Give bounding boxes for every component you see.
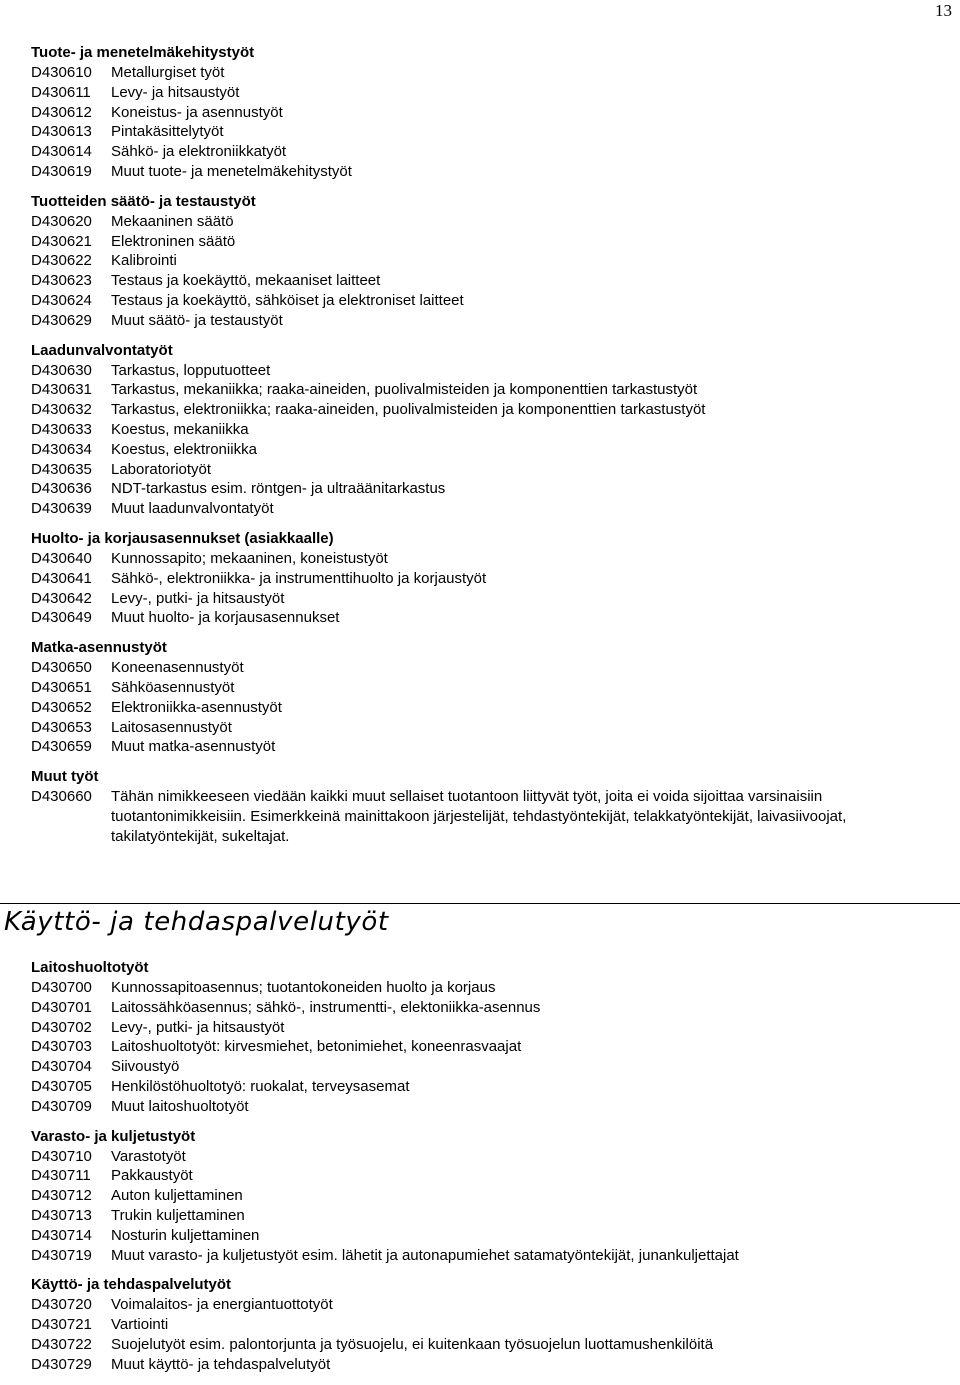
code-row	[31, 549, 931, 569]
code-row	[31, 678, 931, 698]
code-row	[31, 1186, 931, 1206]
code-description: Koestus, elektroniikka	[111, 440, 257, 458]
code-row	[31, 718, 931, 738]
code-row	[31, 1295, 931, 1315]
code-row	[31, 1097, 931, 1117]
code-row	[31, 569, 931, 589]
code-description: Muut laadunvalvontatyöt	[111, 500, 274, 518]
code-number: D430722	[31, 1335, 92, 1353]
code-number: D430624	[31, 291, 92, 309]
page-number: 13	[935, 1, 952, 20]
code-description: Tähän nimikkeeseen viedään kaikki muut sellaiset tuotantoon liittyvät työt, joita ei voida sijoittaa varsinaisiin tuotantonimikkeisiin. Esimerkkeinä mainittakoon järjestelijät, tehdastyöntekijät, telakkatyöntekijät, laivasiivoojat, takilatyöntekijät, sukeltajat.	[111, 788, 847, 845]
section-title: Varasto- ja kuljetustyöt	[31, 1127, 196, 1145]
code-description: Muut tuote- ja menetelmäkehitystyöt	[111, 162, 352, 180]
code-row	[31, 1166, 931, 1186]
code-number: D430620	[31, 212, 92, 230]
code-row	[31, 1206, 931, 1226]
code-description: Trukin kuljettaminen	[111, 1206, 245, 1224]
code-section	[31, 638, 931, 757]
code-number: D430705	[31, 1077, 92, 1095]
code-row	[31, 698, 931, 718]
code-description: Muut käyttö- ja tehdaspalvelutyöt	[111, 1355, 331, 1373]
code-row	[31, 1037, 931, 1057]
code-description: Koneistus- ja asennustyöt	[111, 103, 283, 121]
section-title: Muut työt	[31, 768, 99, 786]
code-row	[31, 361, 931, 381]
code-number: D430619	[31, 162, 92, 180]
code-row	[31, 291, 931, 311]
code-row	[31, 83, 931, 103]
code-row	[31, 1018, 931, 1038]
code-row	[31, 162, 931, 182]
code-row	[31, 1147, 931, 1167]
code-row	[31, 1335, 931, 1355]
code-number: D430701	[31, 998, 92, 1016]
code-description: Sähkö- ja elektroniikkatyöt	[111, 143, 287, 161]
code-row	[31, 479, 931, 499]
code-description: Testaus ja koekäyttö, mekaaniset laitteet	[111, 272, 381, 290]
code-description: Tarkastus, mekaniikka; raaka-aineiden, puolivalmisteiden ja komponenttien tarkastustyöt	[111, 381, 698, 399]
code-row	[31, 998, 931, 1018]
code-section	[31, 43, 931, 182]
code-number: D430640	[31, 549, 92, 567]
code-description: Tarkastus, lopputuotteet	[111, 361, 271, 379]
code-number: D430629	[31, 311, 92, 329]
code-row	[31, 311, 931, 331]
code-description: Voimalaitos- ja energiantuottotyöt	[111, 1296, 333, 1314]
code-number: D430634	[31, 440, 92, 458]
code-description: Elektroniikka-asennustyöt	[111, 698, 282, 716]
section-title: Laitoshuoltotyöt	[31, 959, 149, 976]
code-description: Elektroninen säätö	[111, 232, 236, 250]
code-row	[31, 589, 931, 609]
section-title: Laadunvalvontatyöt	[31, 341, 173, 359]
code-description: Pakkaustyöt	[111, 1167, 193, 1185]
code-row	[31, 420, 931, 440]
chapter-divider	[0, 903, 960, 904]
code-number: D430613	[31, 123, 92, 141]
code-description: Siivoustyö	[111, 1058, 180, 1076]
code-number: D430704	[31, 1058, 92, 1076]
code-number: D430641	[31, 569, 92, 587]
code-description: Muut säätö- ja testaustyöt	[111, 311, 283, 329]
code-description: Koestus, mekaniikka	[111, 420, 249, 438]
code-row	[31, 978, 931, 998]
code-description: Muut laitoshuoltotyöt	[111, 1097, 249, 1115]
code-section	[31, 341, 931, 519]
code-row	[31, 1246, 931, 1266]
code-section	[31, 1127, 931, 1266]
code-description: Koneenasennustyöt	[111, 659, 244, 677]
code-number: D430710	[31, 1147, 92, 1165]
section-title: Käyttö- ja tehdaspalvelutyöt	[31, 1276, 232, 1294]
code-number: D430649	[31, 609, 92, 627]
code-row	[31, 142, 931, 162]
code-number: D430633	[31, 420, 92, 438]
code-number: D430720	[31, 1296, 92, 1314]
code-row	[31, 499, 931, 519]
code-description: Metallurgiset työt	[111, 64, 225, 81]
code-number: D430711	[31, 1167, 91, 1185]
code-description: Laitosasennustyöt	[111, 718, 232, 736]
code-row	[31, 1057, 931, 1077]
code-row	[31, 271, 931, 291]
code-number: D430630	[31, 361, 92, 379]
code-row	[31, 232, 931, 252]
code-row	[31, 212, 931, 232]
code-description: Sähkö-, elektroniikka- ja instrumenttihuolto ja korjaustyöt	[111, 569, 487, 587]
code-row	[31, 1226, 931, 1246]
code-section	[31, 767, 931, 846]
code-number: D430652	[31, 698, 92, 716]
code-number: D430635	[31, 460, 92, 478]
code-section	[31, 1275, 931, 1374]
code-description: Kunnossapitoasennus; tuotantokoneiden huolto ja korjaus	[111, 979, 496, 996]
code-description: Sähköasennustyöt	[111, 678, 235, 696]
code-number: D430719	[31, 1246, 92, 1264]
code-row	[31, 1355, 931, 1375]
code-description: Auton kuljettaminen	[111, 1187, 243, 1205]
code-description: Levy- ja hitsaustyöt	[111, 83, 240, 101]
code-description: Suojelutyöt esim. palontorjunta ja työsuojelu, ei kuitenkaan työsuojelun luottamushenkilöitä	[111, 1335, 714, 1353]
code-description: Pintakäsittelytyöt	[111, 123, 224, 141]
code-description: Nosturin kuljettaminen	[111, 1226, 260, 1244]
code-number: D430639	[31, 500, 92, 518]
code-row	[31, 440, 931, 460]
code-row	[31, 1077, 931, 1097]
code-number: D430642	[31, 589, 92, 607]
code-number: D430611	[31, 83, 91, 101]
code-row	[31, 460, 931, 480]
code-section	[31, 192, 931, 331]
section-title: Tuote- ja menetelmäkehitystyöt	[31, 44, 255, 61]
code-row	[31, 63, 931, 83]
code-row	[31, 103, 931, 123]
code-row	[31, 737, 931, 757]
top-code-list	[31, 43, 931, 857]
code-row	[31, 658, 931, 678]
code-row	[31, 380, 931, 400]
code-number: D430729	[31, 1355, 92, 1373]
code-description: Mekaaninen säätö	[111, 212, 234, 230]
section-title: Tuotteiden säätö- ja testaustyöt	[31, 192, 256, 210]
code-number: D430659	[31, 738, 92, 756]
code-description: Levy-, putki- ja hitsaustyöt	[111, 589, 285, 607]
code-number: D430709	[31, 1097, 92, 1115]
code-number: D430631	[31, 381, 92, 399]
code-number: D430614	[31, 143, 92, 161]
code-number: D430712	[31, 1187, 92, 1205]
code-number: D430713	[31, 1206, 92, 1224]
code-description: Muut matka-asennustyöt	[111, 738, 276, 756]
code-number: D430703	[31, 1038, 92, 1056]
section-title: Matka-asennustyöt	[31, 639, 167, 657]
code-row	[31, 251, 931, 271]
code-number: D430610	[31, 64, 92, 81]
code-number: D430636	[31, 480, 92, 498]
code-description: Muut varasto- ja kuljetustyöt esim. lähetit ja autonapumiehet satamatyöntekijät, junankuljettajat	[111, 1246, 739, 1264]
code-number: D430653	[31, 718, 92, 736]
code-number: D430621	[31, 232, 92, 250]
code-number: D430650	[31, 659, 92, 677]
code-number: D430721	[31, 1316, 92, 1334]
code-section	[31, 529, 931, 628]
bottom-code-list	[31, 958, 931, 1385]
code-row	[31, 608, 931, 628]
code-row	[31, 1315, 931, 1335]
code-section	[31, 958, 931, 1117]
code-description: Testaus ja koekäyttö, sähköiset ja elektroniset laitteet	[111, 291, 464, 309]
code-row	[31, 400, 931, 420]
code-row	[31, 787, 931, 846]
code-number: D430700	[31, 979, 92, 996]
code-description: Laitossähköasennus; sähkö-, instrumentti-, elektoniikka-asennus	[111, 998, 541, 1016]
code-number: D430623	[31, 272, 92, 290]
code-description: Vartiointi	[111, 1316, 169, 1334]
code-number: D430660	[31, 788, 92, 806]
section-title: Huolto- ja korjausasennukset (asiakkaalle)	[31, 529, 334, 547]
code-description: Levy-, putki- ja hitsaustyöt	[111, 1018, 285, 1036]
code-description: Varastotyöt	[111, 1147, 186, 1165]
code-number: D430632	[31, 401, 92, 419]
code-description: Henkilöstöhuoltotyö: ruokalat, terveysasemat	[111, 1077, 410, 1095]
code-row	[31, 122, 931, 142]
code-description: Kunnossapito; mekaaninen, koneistustyöt	[111, 549, 388, 567]
code-description: Kalibrointi	[111, 252, 177, 270]
code-description: Muut huolto- ja korjausasennukset	[111, 609, 340, 627]
code-description: Tarkastus, elektroniikka; raaka-aineiden, puolivalmisteiden ja komponenttien tarkastustyöt	[111, 401, 706, 419]
code-description: NDT-tarkastus esim. röntgen- ja ultraäänitarkastus	[111, 480, 446, 498]
code-number: D430651	[31, 678, 92, 696]
chapter-title: Käyttö- ja tehdaspalvelutyöt	[4, 907, 389, 937]
code-number: D430702	[31, 1018, 92, 1036]
code-description: Laitoshuoltotyöt: kirvesmiehet, betonimiehet, koneenrasvaajat	[111, 1038, 522, 1056]
code-description: Laboratoriotyöt	[111, 460, 212, 478]
code-number: D430714	[31, 1226, 92, 1244]
code-number: D430612	[31, 103, 92, 121]
code-number: D430622	[31, 252, 92, 270]
